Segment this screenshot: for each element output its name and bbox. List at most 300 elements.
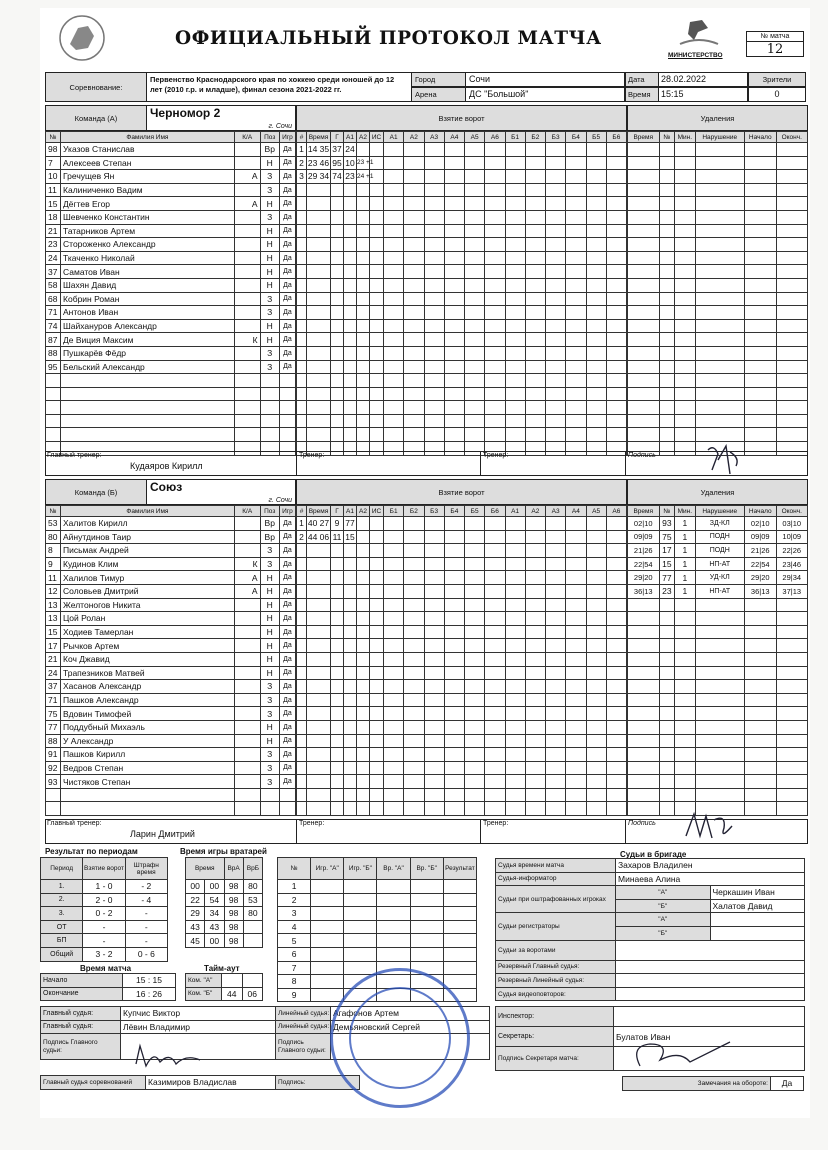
goal-onice-cell (505, 210, 525, 224)
goal-onice-cell (444, 183, 464, 197)
goal-onice-cell (384, 374, 404, 388)
shootout-cell (410, 880, 443, 894)
goal-onice-cell (424, 265, 444, 279)
penalty-time (628, 693, 660, 707)
goal-assist2 (357, 544, 370, 558)
brigade-label: Судья времени матча (496, 859, 616, 873)
player-name (61, 428, 235, 442)
penalty-violation (695, 333, 745, 347)
player-role: А (234, 584, 260, 598)
goal-scorer (331, 652, 344, 666)
team-a-name-box (146, 105, 296, 131)
goal-onice-cell (505, 693, 525, 707)
goal-assist2 (357, 238, 370, 252)
goal-onice-cell (525, 652, 545, 666)
brigade-row (496, 872, 805, 886)
penalty-minutes (675, 707, 695, 721)
gk-title: Время игры вратарей (180, 847, 267, 856)
goal-situation (370, 292, 384, 306)
penalty-player (659, 374, 675, 388)
player-played (279, 387, 295, 401)
penalty-minutes (675, 666, 695, 680)
timeout-b-sec: 06 (242, 987, 263, 1001)
penalty-start (745, 652, 777, 666)
period-row (41, 880, 168, 894)
roster-row (46, 748, 296, 762)
goals-header-cell: Б6 (606, 132, 626, 143)
goal-assist2 (357, 720, 370, 734)
goal-onice-cell (505, 170, 525, 184)
goal-onice-cell (566, 428, 586, 442)
player-played: Да (279, 761, 295, 775)
goal-onice-cell (566, 224, 586, 238)
penalty-violation (695, 265, 745, 279)
goal-onice-cell (485, 625, 505, 639)
penalty-end (776, 680, 808, 694)
goal-time (307, 693, 331, 707)
penalty-row (628, 693, 808, 707)
goal-onice-cell (566, 333, 586, 347)
goal-scorer (331, 598, 344, 612)
brigade-value: Минаева Алина (616, 872, 805, 886)
goal-onice-cell (505, 612, 525, 626)
player-name: Халитов Кирилл (61, 517, 235, 531)
penalty-row (628, 292, 808, 306)
goal-onice-cell (465, 143, 485, 157)
goal-onice-cell (525, 707, 545, 721)
penalty-start: 21|26 (745, 544, 777, 558)
player-role (234, 278, 260, 292)
player-position: З (260, 170, 279, 184)
goal-onice-cell (424, 761, 444, 775)
penalty-end (776, 183, 808, 197)
player-role (234, 428, 260, 442)
goal-number (297, 319, 307, 333)
goal-time (307, 666, 331, 680)
goal-onice-cell (566, 788, 586, 802)
goal-onice-cell (606, 775, 626, 789)
gk-cell: 45 (186, 934, 205, 948)
brigade-value (616, 940, 805, 960)
goal-onice-cell (444, 693, 464, 707)
goal-scorer: 9 (331, 517, 344, 531)
gk-row (186, 934, 263, 948)
goal-onice-cell (424, 238, 444, 252)
goals-header-cell: А5 (586, 506, 606, 517)
player-played (279, 802, 295, 816)
goal-onice-cell (546, 530, 566, 544)
goal-onice-cell (546, 170, 566, 184)
shootout-row (278, 880, 477, 894)
goal-onice-cell (606, 761, 626, 775)
goal-row (297, 720, 627, 734)
goal-onice-cell (424, 802, 444, 816)
player-number (46, 401, 61, 415)
goal-onice-cell (606, 265, 626, 279)
goal-number (297, 292, 307, 306)
penalty-row (628, 775, 808, 789)
goal-onice-cell (546, 680, 566, 694)
goal-onice-cell (485, 238, 505, 252)
timeout-a-label: Ком. "А" (186, 974, 222, 988)
goal-onice-cell (384, 278, 404, 292)
penalty-violation (695, 251, 745, 265)
goal-onice-cell (384, 401, 404, 415)
goal-onice-cell (546, 666, 566, 680)
goal-row (297, 584, 627, 598)
penalty-start (745, 197, 777, 211)
goal-assist1 (344, 775, 357, 789)
goal-onice-cell (485, 156, 505, 170)
spectators-value: 0 (748, 87, 806, 102)
penalty-player (659, 183, 675, 197)
penalty-start (745, 156, 777, 170)
goal-assist1: 15 (345, 531, 355, 542)
goal-scorer (331, 612, 344, 626)
goal-time (307, 652, 331, 666)
penalty-violation (695, 292, 745, 306)
goal-scorer (331, 788, 344, 802)
player-role (234, 625, 260, 639)
player-number: 7 (46, 156, 61, 170)
goal-scorer: 37 (332, 144, 342, 155)
goal-number (297, 680, 307, 694)
penalty-player (659, 156, 675, 170)
player-role (234, 346, 260, 360)
goal-onice-cell (465, 224, 485, 238)
goal-situation (370, 333, 384, 347)
shootout-cell (410, 934, 443, 948)
player-name (61, 802, 235, 816)
goal-assist2 (357, 761, 370, 775)
goal-assist1 (344, 693, 357, 707)
roster-row (46, 802, 296, 816)
goal-assist2 (357, 734, 370, 748)
goal-onice-cell (404, 224, 424, 238)
goal-onice-cell (465, 720, 485, 734)
goal-onice-cell (586, 251, 606, 265)
shootout-header-cell: Игр. "А" (311, 858, 344, 880)
goal-number (297, 544, 307, 558)
goal-onice-cell (546, 224, 566, 238)
team-b-name-box (146, 479, 296, 505)
goal-onice-cell (525, 333, 545, 347)
goal-time (307, 360, 331, 374)
goal-assist2 (357, 775, 370, 789)
player-role: А (234, 170, 260, 184)
shootout-cell (410, 920, 443, 934)
goal-onice-cell (384, 612, 404, 626)
goal-onice-cell (444, 265, 464, 279)
goal-onice-cell (404, 265, 424, 279)
goal-onice-cell (505, 802, 525, 816)
goal-onice-cell (485, 720, 505, 734)
goal-onice-cell (384, 680, 404, 694)
player-position: Н (260, 720, 279, 734)
goal-onice-cell (546, 251, 566, 265)
shootout-number: 7 (278, 961, 311, 975)
goal-onice-cell (525, 306, 545, 320)
match-number: 12 (766, 42, 784, 57)
penalty-violation (695, 775, 745, 789)
penalty-start (745, 170, 777, 184)
goal-onice-cell (384, 761, 404, 775)
goal-onice-cell (525, 625, 545, 639)
goal-onice-cell (525, 360, 545, 374)
goal-onice-cell (505, 224, 525, 238)
goal-situation (370, 625, 384, 639)
goal-number (297, 625, 307, 639)
player-position: Н (260, 333, 279, 347)
goal-onice-cell (424, 156, 444, 170)
player-position: З (260, 557, 279, 571)
penalty-start (745, 788, 777, 802)
penalty-start (745, 414, 777, 428)
goal-onice-cell (525, 143, 545, 157)
shootout-cell (344, 920, 377, 934)
goal-onice-cell (465, 278, 485, 292)
goal-onice-cell (444, 238, 464, 252)
penalty-row (628, 183, 808, 197)
penalty-player (659, 360, 675, 374)
goal-onice-cell (465, 319, 485, 333)
secretary-label: Секретарь: (496, 1027, 614, 1047)
penalty-end (776, 707, 808, 721)
shootout-cell (344, 947, 377, 961)
goal-onice-cell (384, 802, 404, 816)
goal-onice-cell (586, 802, 606, 816)
player-position: З (260, 544, 279, 558)
brigade-row (496, 960, 805, 974)
goal-onice-cell (424, 143, 444, 157)
goal-onice-cell (384, 748, 404, 762)
goal-onice-cell (424, 170, 444, 184)
player-played: Да (279, 224, 295, 238)
goal-assist1 (344, 333, 357, 347)
shootout-cell (443, 934, 476, 948)
goal-scorer (331, 720, 344, 734)
player-position: Н (260, 612, 279, 626)
goals-header-cell: А1 (505, 506, 525, 517)
goal-onice-cell (485, 346, 505, 360)
player-role (234, 387, 260, 401)
penalty-end (776, 319, 808, 333)
player-played: Да (279, 333, 295, 347)
penalty-time (628, 680, 660, 694)
goal-onice-cell (525, 428, 545, 442)
goal-onice-cell (525, 557, 545, 571)
goal-onice-cell (424, 652, 444, 666)
penalty-time: 02|10 (628, 517, 660, 531)
goals-header-cell: А6 (485, 132, 505, 143)
penalty-violation (695, 734, 745, 748)
goal-onice-cell (384, 143, 404, 157)
player-role (234, 224, 260, 238)
goals-header-cell: А6 (606, 506, 626, 517)
shootout-cell (311, 947, 344, 961)
goal-number (297, 401, 307, 415)
roster-row (46, 210, 296, 224)
goal-onice-cell (404, 584, 424, 598)
goal-scorer (331, 306, 344, 320)
penalty-violation (695, 788, 745, 802)
team-a-pens-table (627, 131, 808, 456)
goal-number: 2 (297, 530, 307, 544)
match-time-table (40, 973, 176, 1001)
shootout-cell (344, 934, 377, 948)
goal-onice-cell (566, 265, 586, 279)
goal-onice-cell (606, 278, 626, 292)
gk-cell: 98 (224, 907, 243, 921)
goal-situation (370, 557, 384, 571)
goal-row (297, 387, 627, 401)
goal-onice-cell (404, 292, 424, 306)
player-number: 11 (46, 183, 61, 197)
penalty-row (628, 734, 808, 748)
player-name: Желтоногов Никита (61, 598, 235, 612)
goal-onice-cell (424, 707, 444, 721)
goal-onice-cell (566, 775, 586, 789)
goal-onice-cell (444, 278, 464, 292)
goal-onice-cell (505, 652, 525, 666)
player-role (234, 720, 260, 734)
goal-onice-cell (606, 680, 626, 694)
goal-onice-cell (606, 333, 626, 347)
penalty-player (659, 598, 675, 612)
goal-onice-cell (404, 387, 424, 401)
goal-onice-cell (546, 292, 566, 306)
goal-onice-cell (465, 156, 485, 170)
player-name: Соловьев Дмитрий (61, 584, 235, 598)
penalty-violation (695, 143, 745, 157)
penalty-minutes (675, 224, 695, 238)
goal-row (297, 612, 627, 626)
shootout-cell (443, 880, 476, 894)
goal-assist1 (344, 584, 357, 598)
goal-onice-cell (465, 707, 485, 721)
goal-onice-cell (444, 612, 464, 626)
goal-number (297, 761, 307, 775)
goal-onice-cell (465, 680, 485, 694)
goal-time: 29 34 (307, 171, 330, 182)
period-cell: 3. (41, 907, 83, 921)
goal-onice-cell (465, 346, 485, 360)
goal-onice-cell (546, 775, 566, 789)
goal-scorer (331, 401, 344, 415)
goal-onice-cell (485, 775, 505, 789)
penalty-time (628, 707, 660, 721)
goal-assist1 (344, 680, 357, 694)
shootout-cell (410, 907, 443, 921)
match-number-label: № матча (747, 32, 803, 42)
team-a-sign-label: Подпись (628, 452, 656, 459)
player-name: Хасанов Александр (61, 680, 235, 694)
penalty-violation: ЗД-КЛ (695, 517, 745, 531)
goals-header-cell: Б5 (586, 132, 606, 143)
goal-onice-cell (606, 319, 626, 333)
goal-time (307, 265, 331, 279)
goals-header-cell: Б3 (424, 506, 444, 517)
goal-onice-cell (424, 224, 444, 238)
goals-header-cell: А3 (424, 132, 444, 143)
player-number: 12 (46, 584, 61, 598)
shootout-row (278, 893, 477, 907)
goal-onice-cell (465, 584, 485, 598)
penalty-player: 77 (659, 571, 675, 585)
goal-onice-cell (404, 775, 424, 789)
penalty-end (776, 639, 808, 653)
goal-onice-cell (586, 517, 606, 531)
goal-onice-cell (384, 666, 404, 680)
goal-onice-cell (525, 197, 545, 211)
penalty-row (628, 680, 808, 694)
goal-number (297, 183, 307, 197)
goal-onice-cell (566, 557, 586, 571)
penalty-minutes: 1 (675, 530, 695, 544)
goal-number (297, 197, 307, 211)
goal-onice-cell (465, 666, 485, 680)
head-ref2-label: Главный судья: (41, 1020, 121, 1034)
goal-row (297, 625, 627, 639)
penalty-violation (695, 625, 745, 639)
penalty-end (776, 802, 808, 816)
goal-onice-cell (505, 197, 525, 211)
penalty-start (745, 374, 777, 388)
goal-row (297, 238, 627, 252)
player-played: Да (279, 292, 295, 306)
penalty-row (628, 360, 808, 374)
goal-time (307, 557, 331, 571)
goal-assist2 (357, 306, 370, 320)
goal-onice-cell (444, 224, 464, 238)
player-number: 77 (46, 720, 61, 734)
goal-onice-cell (485, 612, 505, 626)
player-played: Да (279, 612, 295, 626)
goal-onice-cell (566, 598, 586, 612)
goal-onice-cell (444, 333, 464, 347)
penalty-end (776, 428, 808, 442)
goal-time (307, 720, 331, 734)
penalty-end (776, 156, 808, 170)
goal-row (297, 360, 627, 374)
player-number: 92 (46, 761, 61, 775)
penalty-minutes (675, 251, 695, 265)
city-label: Город (411, 72, 466, 87)
goal-onice-cell (586, 170, 606, 184)
goals-header-cell: А2 (357, 506, 370, 517)
player-role (234, 156, 260, 170)
goal-onice-cell (586, 428, 606, 442)
penalty-time: 29|20 (628, 571, 660, 585)
penalty-time (628, 720, 660, 734)
goal-onice-cell (485, 557, 505, 571)
goal-onice-cell (606, 544, 626, 558)
goal-row (297, 414, 627, 428)
goal-onice-cell (505, 346, 525, 360)
penalty-row (628, 143, 808, 157)
goal-onice-cell (404, 530, 424, 544)
goal-onice-cell (546, 346, 566, 360)
penalty-minutes (675, 210, 695, 224)
goal-onice-cell (404, 598, 424, 612)
shootout-header-cell: № (278, 858, 311, 880)
penalty-violation (695, 238, 745, 252)
goal-onice-cell (404, 666, 424, 680)
player-name (61, 374, 235, 388)
goal-onice-cell (424, 183, 444, 197)
goal-onice-cell (444, 680, 464, 694)
goal-onice-cell (586, 530, 606, 544)
